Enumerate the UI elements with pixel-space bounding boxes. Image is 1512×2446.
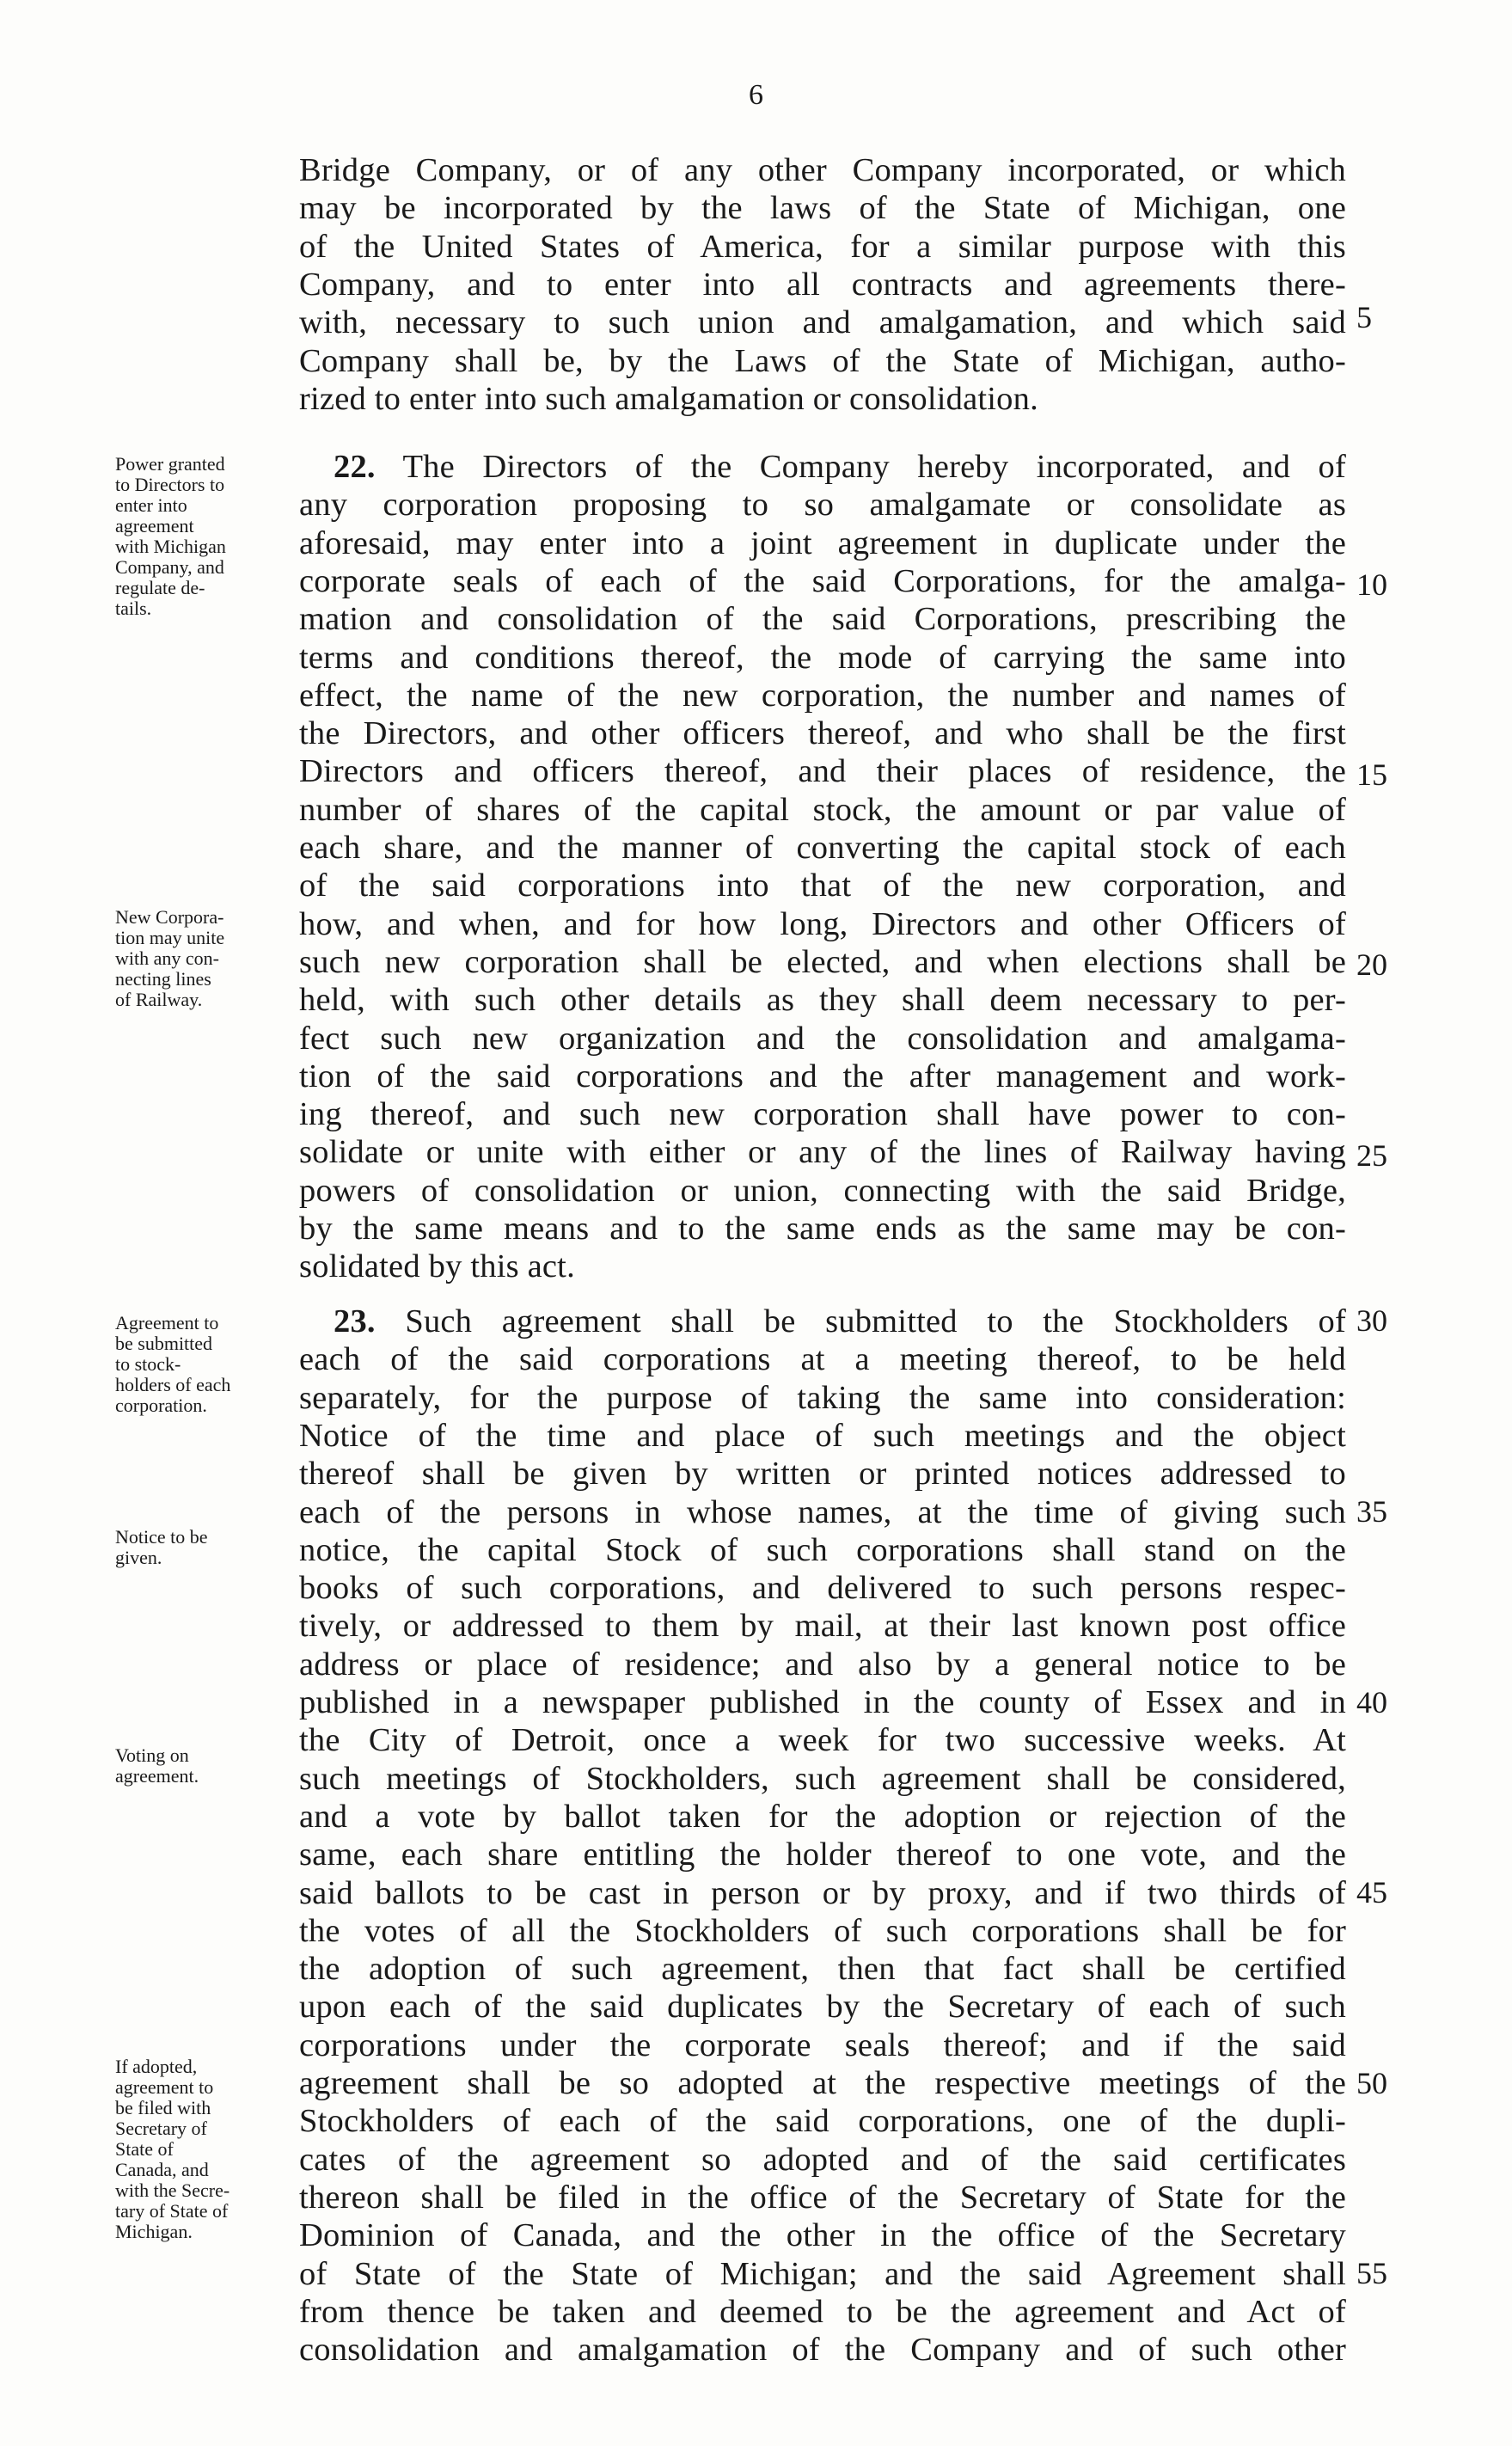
margin-note-line: State of [115,2138,174,2160]
line-number: 5 [1356,300,1372,334]
text-line: tively, or addressed to them by mail, at their last known post office [299,1608,1346,1645]
margin-note-line: tion may unite [115,927,225,948]
text-line: solidate or unite with either or any of the lines of Railway having [299,1134,1346,1171]
text-line: Bridge Company, or of any other Company incorporated, or which [299,152,1346,188]
text-line: said ballots to be cast in person or by proxy, and if two thirds of [299,1874,1346,1911]
text-line: aforesaid, may enter into a joint agreement in duplicate under the [299,524,1346,561]
text-line: number of shares of the capital stock, the amount or par value of [299,791,1346,828]
margin-note-line: New Corpora- [115,906,224,928]
line-number: 20 [1356,947,1387,982]
text-line: effect, the name of the new corporation, the number and names of [299,677,1346,714]
text-line: rized to enter into such amalgamation or consolidation. [299,380,1038,417]
page-number: 6 [749,79,763,111]
line-number: 55 [1356,2256,1387,2290]
text-line: the City of Detroit, once a week for two successive weeks. At [299,1722,1346,1759]
margin-note-line: If adopted, [115,2056,198,2077]
text-line: such meetings of Stockholders, such agreement shall be considered, [299,1760,1346,1797]
text-line: Dominion of Canada, and the other in the office of the Secretary [299,2217,1346,2254]
line-number: 15 [1356,757,1387,792]
margin-note-line: of Railway. [115,989,203,1010]
text-line: of the said corporations into that of the new corporation, and [299,867,1346,904]
text-line: Company shall be, by the Laws of the State of Michigan, autho- [299,342,1346,379]
text-line: corporations under the corporate seals thereof; and if the said [299,2026,1346,2063]
text-line: each of the persons in whose names, at the time of giving such [299,1493,1346,1530]
margin-note-line: to Directors to [115,474,225,495]
margin-note-line: holders of each [115,1374,231,1395]
margin-note-line: agreement to [115,2076,214,2098]
line-number: 35 [1356,1494,1387,1529]
margin-note-line: with any con- [115,947,219,969]
margin-note-line: to stock- [115,1353,181,1375]
margin-note-line: agreement. [115,1765,199,1787]
section-number: 23. [334,1303,376,1339]
text-line: mation and consolidation of the said Corporations, prescribing the [299,601,1346,638]
margin-note-line: corporation. [115,1395,207,1416]
text-line: Directors and officers thereof, and their places of residence, the [299,753,1346,790]
line-number: 50 [1356,2066,1387,2100]
text-line: terms and conditions thereof, the mode of carrying the same into [299,639,1346,676]
line-number: 45 [1356,1875,1387,1910]
text-line: agreement shall be so adopted at the respective meetings of the [299,2065,1346,2101]
text-line-content: Such agreement shall be submitted to the Stockholders of [375,1303,1346,1339]
margin-note-line: Secretary of [115,2118,207,2139]
margin-note-line: necting lines [115,968,211,990]
margin-note [115,1313,296,1416]
text-line: ing thereof, and such new corporation shall have power to con- [299,1096,1346,1133]
text-line: fect such new organization and the consolidation and amalgama- [299,1020,1346,1057]
text-line: same, each share entitling the holder thereof to one vote, and the [299,1836,1346,1873]
margin-note-line: Voting on [115,1744,189,1766]
margin-note-line: tary of State of [115,2200,229,2222]
text-line: and a vote by ballot taken for the adoption or rejection of the [299,1798,1346,1835]
margin-note-line: agreement [115,515,194,536]
margin-note-line: be filed with [115,2097,211,2118]
margin-note-line: Notice to be [115,1526,208,1548]
line-number: 25 [1356,1138,1387,1173]
margin-note-line: tails. [115,598,152,619]
text-line: of State of the State of Michigan; and the said Agreement shall [299,2255,1346,2292]
text-line: books of such corporations, and delivered to such persons respec- [299,1570,1346,1607]
text-line: with, necessary to such union and amalgamation, and which said [299,304,1346,341]
text-line: held, with such other details as they shall deem necessary to per- [299,982,1346,1019]
margin-note-line: be submitted [115,1333,213,1354]
line-number: 10 [1356,567,1387,602]
margin-note-line: with the Secre- [115,2179,230,2201]
text-line: cates of the agreement so adopted and of the said certificates [299,2141,1346,2178]
margin-note-line: Company, and [115,556,224,578]
margin-note-line: with Michigan [115,536,226,557]
text-line: any corporation proposing to so amalgamate or consolidate as [299,487,1346,524]
text-line: of the United States of America, for a similar purpose with this [299,228,1346,265]
margin-note-line: Canada, and [115,2159,209,2180]
text-line: separately, for the purpose of taking the same into consideration: [299,1379,1346,1416]
margin-note-line: enter into [115,494,187,516]
text-line-content: The Directors of the Company hereby incorporated, and of [375,449,1346,485]
text-line: tion of the said corporations and the after management and work- [299,1057,1346,1094]
text-line: each of the said corporations at a meeting thereof, to be held [299,1341,1346,1378]
text-line: Company, and to enter into all contracts and agreements there- [299,266,1346,303]
text-line: Stockholders of each of the said corporations, one of the dupli- [299,2103,1346,2140]
text-line: upon each of the said duplicates by the Secretary of each of such [299,1989,1346,2026]
margin-note-line: given. [115,1547,162,1568]
margin-note [115,2057,296,2242]
text-line [299,448,1346,486]
text-line: thereof shall be given by written or printed notices addressed to [299,1456,1346,1493]
text-line: from thence be taken and deemed to be the agreement and Act of [299,2293,1346,2330]
text-line: the Directors, and other officers thereof, and who shall be the first [299,715,1346,752]
text-line [299,1303,1346,1340]
text-line: the adoption of such agreement, then that fact shall be certified [299,1951,1346,1988]
margin-note [115,1745,296,1787]
line-number: 30 [1356,1303,1387,1338]
text-line: notice, the capital Stock of such corporations shall stand on the [299,1531,1346,1568]
line-number: 40 [1356,1685,1387,1720]
text-line: may be incorporated by the laws of the State of Michigan, one [299,190,1346,227]
text-line: powers of consolidation or union, connecting with the said Bridge, [299,1172,1346,1209]
margin-note [115,454,296,619]
text-line: each share, and the manner of converting the capital stock of each [299,830,1346,866]
margin-note [115,1527,296,1568]
text-line: consolidation and amalgamation of the Company and of such other [299,2332,1346,2369]
text-line: how, and when, and for how long, Directors and other Officers of [299,905,1346,942]
text-line: by the same means and to the same ends as the same may be con- [299,1211,1346,1247]
text-line: corporate seals of each of the said Corporations, for the amalga- [299,562,1346,599]
margin-note [115,907,296,1010]
margin-note-line: Agreement to [115,1312,219,1333]
margin-note-line: regulate de- [115,577,205,598]
text-line: published in a newspaper published in the county of Essex and in [299,1684,1346,1720]
section-number: 22. [334,449,376,485]
text-line: such new corporation shall be elected, and when elections shall be [299,943,1346,980]
text-line: thereon shall be filed in the office of the Secretary of State for the [299,2179,1346,2216]
margin-note-line: Michigan. [115,2221,193,2242]
margin-note-line: Power granted [115,453,225,475]
text-line: address or place of residence; and also by a general notice to be [299,1646,1346,1683]
text-line: the votes of all the Stockholders of such corporations shall be for [299,1912,1346,1949]
text-line: Notice of the time and place of such meetings and the object [299,1417,1346,1454]
text-line: solidated by this act. [299,1248,575,1285]
